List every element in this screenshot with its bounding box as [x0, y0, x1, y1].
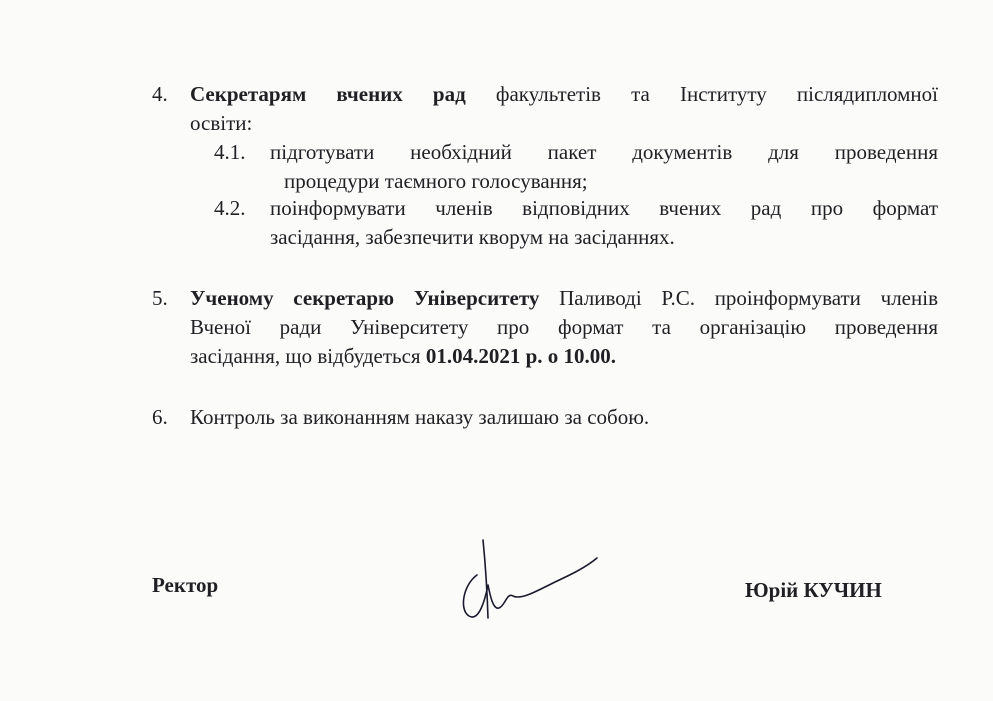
item-4-1-number: 4.1.	[214, 140, 246, 164]
item-4-bold: Секретарям вчених рад	[190, 82, 466, 106]
item-4-line-2: освіти:	[190, 111, 253, 135]
item-5-line-1	[190, 284, 938, 313]
item-5-number: 5.	[152, 286, 168, 310]
handwritten-signature	[455, 530, 605, 625]
item-5-line-2: Вченої ради Університету про формат та організацію проведення	[190, 315, 938, 339]
item-6	[152, 403, 938, 432]
item-4-number: 4.	[152, 82, 168, 106]
item-5	[152, 284, 938, 371]
item-4-line-1	[190, 80, 938, 109]
item-4-2-line-1: поінформувати членів відповідних вчених рад про формат	[270, 196, 938, 220]
item-4-2-text	[270, 194, 938, 252]
item-4-rest: факультетів та Інституту післядипломної	[465, 82, 939, 106]
item-4-1	[214, 138, 938, 196]
item-6-text	[190, 403, 938, 432]
item-4-text	[190, 80, 938, 138]
item-5-line-3-text: засідання, що відбудеться	[190, 344, 426, 368]
item-5-line-3	[190, 342, 938, 371]
item-5-text	[190, 284, 938, 371]
item-5-bold: Ученому секретарю Університету	[190, 286, 540, 310]
signatory-name: Юрій КУЧИН	[745, 578, 882, 602]
item-4	[152, 80, 938, 138]
item-4-1-text	[270, 138, 938, 196]
item-5-rest: Паливоді Р.С. проінформувати членів	[539, 286, 938, 310]
item-6-line-1: Контроль за виконанням наказу залишаю за собою.	[190, 405, 650, 429]
item-6-number: 6.	[152, 405, 168, 429]
item-4-2-number: 4.2.	[214, 196, 246, 220]
item-4-1-line-2: процедури таємного голосування;	[284, 169, 588, 193]
signatory-title: Ректор	[152, 573, 219, 597]
item-4-1-line-1: підготувати необхідний пакет документів для проведення	[270, 140, 938, 164]
item-4-2	[214, 194, 938, 252]
item-5-date-time: 01.04.2021 р. о 10.00.	[425, 344, 617, 368]
item-4-2-line-2: засідання, забезпечити кворум на засіданнях.	[270, 225, 675, 249]
